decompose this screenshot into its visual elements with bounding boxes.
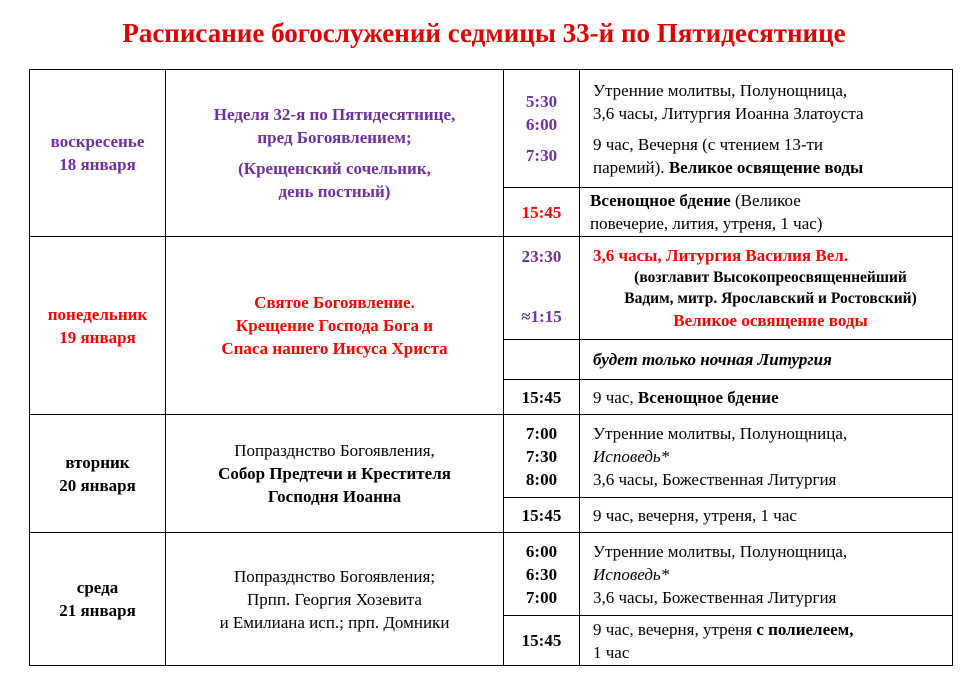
- feast-line: Собор Предтечи и Крестителя: [218, 464, 451, 483]
- time: 7:30: [525, 446, 558, 466]
- service-cell: [580, 340, 953, 380]
- time-cell: [504, 533, 580, 616]
- time: ≈1:15: [521, 307, 562, 326]
- day-cell: [30, 533, 166, 666]
- service-highlight: с полиелеем,: [756, 619, 854, 639]
- time-cell: [504, 415, 580, 498]
- weekday: среда: [76, 578, 119, 597]
- service-line: Утренние молитвы, Полунощница,: [593, 80, 848, 100]
- service-line: повечерие, лития, утреня, 1 час): [590, 214, 823, 233]
- feast-line: Неделя 32-я по Пятидесятнице,: [213, 105, 456, 124]
- date: 18 января: [59, 155, 136, 174]
- schedule-table: [29, 69, 953, 666]
- feast-cell: [166, 70, 504, 237]
- feast-line: Спаса нашего Иисуса Христа: [221, 339, 448, 358]
- service-line: 1 час: [593, 642, 630, 662]
- service-line: [590, 189, 948, 212]
- time: 7:00: [525, 587, 558, 607]
- service-line: [593, 618, 948, 641]
- service-cell: [580, 498, 953, 533]
- date: 21 января: [59, 601, 136, 620]
- service-cell: [580, 533, 953, 616]
- service-highlight: Всенощное бдение: [590, 191, 731, 210]
- feast-line: Господня Иоанна: [267, 487, 402, 506]
- feast-line: Прпп. Георгия Хозевита: [247, 589, 422, 609]
- time-cell: [504, 70, 580, 188]
- day-row-sunday: [30, 70, 953, 188]
- service-text: 9 час, вечерня, утреня: [593, 619, 753, 639]
- feast-line: Святое Богоявление.: [254, 293, 415, 312]
- time-cell: [504, 237, 580, 340]
- feast-line: Крещение Господа Бога и: [235, 316, 434, 335]
- day-cell: [30, 415, 166, 533]
- service-line: [593, 386, 948, 409]
- time: 15:45: [521, 505, 562, 525]
- weekday: воскресенье: [50, 132, 145, 151]
- time: 6:00: [525, 541, 558, 561]
- service-cell: [580, 188, 953, 237]
- time-cell: [504, 498, 580, 533]
- service-cell: [580, 380, 953, 415]
- feast-cell: [166, 533, 504, 666]
- service-line: 9 час, Вечерня (с чтением 13-ти: [593, 134, 824, 154]
- service-line: 3,6 часы, Божественная Литургия: [593, 587, 837, 607]
- time: 15:45: [521, 631, 562, 650]
- service-line: 3,6 часы, Литургия Иоанна Златоуста: [593, 103, 864, 123]
- time: 7:00: [525, 423, 558, 443]
- service-line: Утренние молитвы, Полунощница,: [593, 423, 848, 443]
- feast-line: день постный): [278, 182, 391, 201]
- service-line: Исповедь*: [593, 446, 670, 466]
- feast-cell: [166, 237, 504, 415]
- service-line: Великое освящение воды: [673, 311, 868, 330]
- feast-line: (Крещенский сочельник,: [238, 159, 431, 178]
- time: 7:30: [525, 146, 558, 165]
- time-cell: [504, 380, 580, 415]
- day-cell: [30, 70, 166, 237]
- service-cell: [580, 616, 953, 666]
- day-row-tuesday: [30, 415, 953, 498]
- time: 8:00: [525, 469, 558, 489]
- service-cell: [580, 415, 953, 498]
- service-cell: [580, 237, 953, 340]
- day-row-monday: [30, 237, 953, 340]
- date: 19 января: [59, 327, 136, 347]
- feast-line: Попразднство Богоявления,: [234, 441, 435, 460]
- day-cell: [30, 237, 166, 415]
- time: 15:45: [521, 202, 562, 222]
- service-line: Утренние молитвы, Полунощница,: [593, 541, 848, 561]
- service-line: 3,6 часы, Литургия Василия Вел.: [593, 246, 849, 265]
- service-highlight: Всенощное бдение: [637, 387, 779, 407]
- service-line: 3,6 часы, Божественная Литургия: [593, 469, 837, 489]
- service-line: Исповедь*: [593, 564, 670, 584]
- feast-cell: [166, 415, 504, 533]
- service-line: будет только ночная Литургия: [593, 350, 832, 369]
- feast-line: и Емилиана исп.; прп. Домники: [219, 612, 450, 632]
- time-cell: [504, 616, 580, 666]
- time-cell: [504, 340, 580, 380]
- date: 20 января: [59, 475, 136, 495]
- day-row-wednesday: [30, 533, 953, 616]
- service-text: паремий).: [593, 157, 665, 177]
- weekday: понедельник: [47, 304, 148, 324]
- service-text: (Великое: [734, 191, 801, 210]
- service-text: 9 час,: [593, 387, 634, 407]
- feast-line: пред Богоявлением;: [257, 128, 412, 147]
- service-line: Вадим, митр. Ярославский и Ростовский): [624, 290, 917, 307]
- service-line: 9 час, вечерня, утреня, 1 час: [593, 505, 797, 525]
- feast-line: Попразднство Богоявления;: [233, 566, 436, 586]
- service-line: [593, 156, 948, 179]
- time: 15:45: [521, 387, 562, 407]
- time: 5:30: [525, 92, 558, 111]
- service-line: (возглавит Высокопреосвященнейший: [634, 269, 907, 286]
- time-cell: [504, 188, 580, 237]
- page-title: Расписание богослужений седмицы 33-й по Пятидесятнице: [122, 18, 846, 48]
- service-cell: [580, 70, 953, 188]
- time: 6:00: [525, 115, 558, 134]
- service-highlight: Великое освящение воды: [668, 157, 864, 177]
- weekday: вторник: [65, 452, 130, 472]
- time: 6:30: [525, 564, 558, 584]
- time: 23:30: [521, 247, 562, 266]
